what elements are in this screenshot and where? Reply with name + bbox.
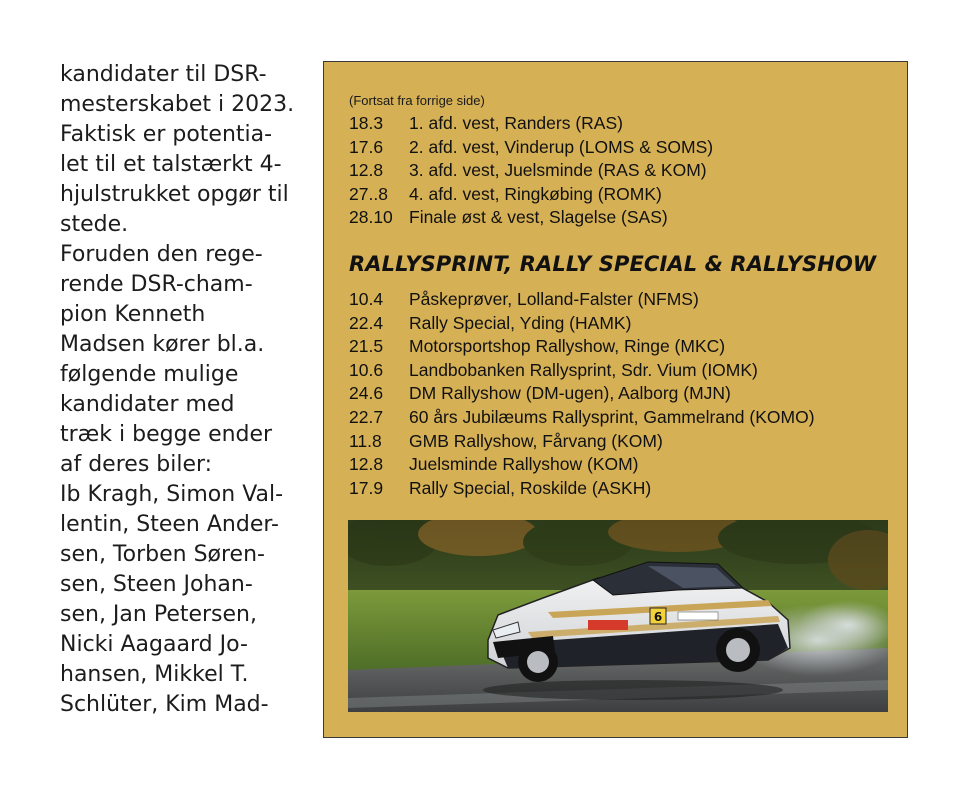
article-line: sen, Steen Johan-	[60, 572, 253, 597]
article-line: stede.	[60, 212, 129, 237]
event-date: 18.3	[349, 113, 384, 133]
rally-car-photo	[348, 520, 888, 712]
article-line: hjulstrukket opgør til	[60, 182, 289, 207]
article-line: Nicki Aagaard Jo-	[60, 632, 248, 657]
event-date: 12.8	[349, 454, 384, 475]
article-line: Ib Kragh, Simon Val-	[60, 482, 284, 507]
event-name: GMB Rallyshow, Fårvang (KOM)	[409, 430, 663, 451]
article-column	[60, 60, 310, 720]
schedule-row	[349, 112, 713, 136]
schedule-bottom	[349, 288, 815, 500]
schedule-top	[349, 112, 713, 230]
event-name: Juelsminde Rallyshow (KOM)	[409, 454, 639, 475]
schedule-row	[349, 183, 713, 207]
article-line: følgende mulige	[60, 362, 239, 387]
article-line: kandidater med	[60, 392, 235, 417]
event-name: 3. afd. vest, Juelsminde (RAS & KOM)	[409, 160, 707, 181]
continued-note: (Fortsat fra forrige side)	[349, 93, 485, 108]
article-line: mesterskabet i 2023.	[60, 92, 295, 117]
event-name: Motorsportshop Rallyshow, Ringe (MKC)	[409, 336, 726, 357]
schedule-row	[349, 288, 815, 312]
schedule-row	[349, 477, 815, 501]
article-line: kandidater til DSR-	[60, 62, 267, 87]
event-name: Påskeprøver, Lolland-Falster (NFMS)	[409, 289, 699, 309]
schedule-row	[349, 335, 815, 359]
event-date: 17.9	[349, 477, 384, 498]
schedule-row	[349, 359, 815, 383]
event-name: Rally Special, Yding (HAMK)	[409, 312, 632, 333]
schedule-row	[349, 159, 713, 183]
schedule-row	[349, 453, 815, 477]
event-date: 12.8	[349, 160, 384, 181]
schedule-row	[349, 406, 815, 430]
car-number: 6	[653, 610, 663, 624]
article-line: pion Kenneth	[60, 302, 206, 327]
event-date: 10.4	[349, 289, 384, 309]
article-line: sen, Torben Søren-	[60, 542, 265, 567]
article-line: Faktisk er potentia-	[60, 122, 273, 147]
article-line: af deres biler:	[60, 452, 213, 477]
event-name: 1. afd. vest, Randers (RAS)	[409, 113, 623, 133]
article-line: hansen, Mikkel T.	[60, 662, 249, 687]
article-line: let til et talstærkt 4-	[60, 152, 282, 177]
event-date: 10.6	[349, 359, 384, 380]
schedule-row	[349, 430, 815, 454]
article-line: Foruden den rege-	[60, 242, 263, 267]
schedule-row	[349, 382, 815, 406]
event-date: 11.8	[349, 430, 382, 451]
article-line: Madsen kører bl.a.	[60, 332, 265, 357]
event-name: Rally Special, Roskilde (ASKH)	[409, 477, 652, 498]
schedule-row	[349, 312, 815, 336]
event-date: 27..8	[349, 183, 388, 204]
event-name: 4. afd. vest, Ringkøbing (ROMK)	[409, 183, 662, 204]
schedule-row	[349, 206, 713, 230]
article-line: rende DSR-cham-	[60, 272, 253, 297]
event-name: Finale øst & vest, Slagelse (SAS)	[409, 207, 668, 228]
event-date: 17.6	[349, 136, 384, 157]
article-line: Schlüter, Kim Mad-	[60, 692, 269, 717]
schedule-row	[349, 136, 713, 160]
section-heading: RALLYSPRINT, RALLY SPECIAL & RALLYSHOW	[349, 252, 877, 276]
event-name: Landbobanken Rallysprint, Sdr. Vium (IOMK)	[409, 359, 758, 380]
event-name: 2. afd. vest, Vinderup (LOMS & SOMS)	[409, 136, 714, 157]
event-date: 22.7	[349, 406, 384, 427]
event-date: 21.5	[349, 336, 384, 357]
event-name: DM Rallyshow (DM-ugen), Aalborg (MJN)	[409, 383, 731, 404]
article-line: træk i begge ender	[60, 422, 273, 447]
article-line: lentin, Steen Ander-	[60, 512, 279, 537]
event-name: 60 års Jubilæums Rallysprint, Gammelrand (KOMO)	[409, 406, 815, 427]
event-calendar-box	[323, 61, 908, 738]
event-date: 28.10	[349, 207, 393, 228]
article-line: sen, Jan Petersen,	[60, 602, 257, 627]
event-date: 24.6	[349, 383, 384, 404]
event-date: 22.4	[349, 312, 384, 333]
